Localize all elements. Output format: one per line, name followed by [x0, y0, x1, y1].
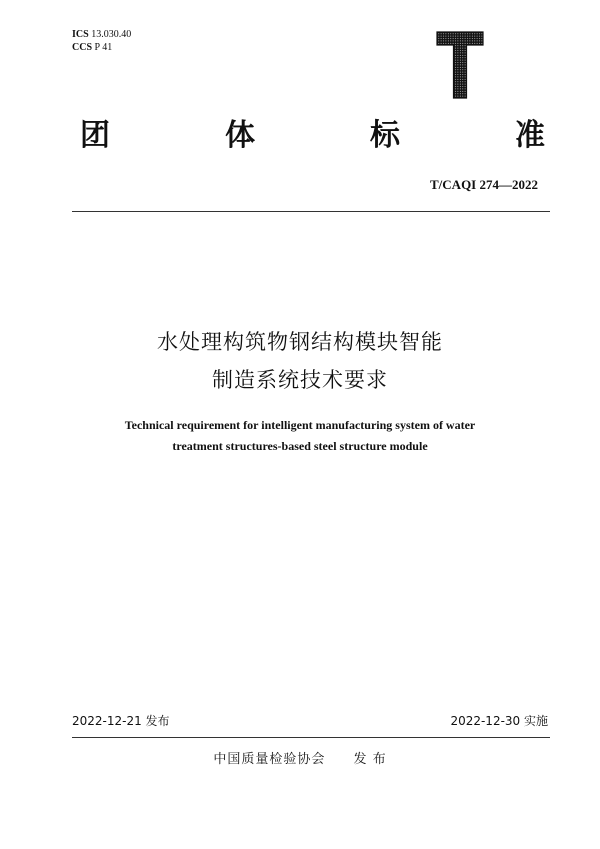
standard-number: T/CAQI 274—2022 [430, 177, 538, 192]
standard-type-char-4: 准 [515, 118, 545, 153]
publish-date: 2022-12-21 发布 [72, 714, 170, 728]
ccs-label: CCS [72, 42, 93, 53]
ics-value: 13.030.40 [91, 29, 132, 40]
ccs-code [72, 41, 131, 54]
chinese-title-line-2: 制造系统技术要求 [212, 368, 388, 392]
publisher-name: 中国质量检验协会 [213, 752, 326, 767]
english-title-line-2: treatment structures-based steel structure module [172, 439, 428, 453]
ics-code [72, 28, 131, 41]
chinese-title-line-1: 水处理构筑物钢结构模块智能 [157, 330, 443, 354]
standard-t-logo [435, 30, 485, 100]
ics-label: ICS [72, 29, 89, 40]
standard-type-char-2: 体 [225, 118, 255, 153]
effective-date: 2022-12-30 实施 [450, 714, 548, 728]
publisher-line [0, 751, 600, 769]
publisher-action: 发 布 [353, 752, 387, 767]
ccs-value: P 41 [94, 42, 113, 53]
standard-type-char-1: 团 [80, 118, 110, 153]
standard-type-title [80, 118, 550, 158]
standard-type-char-3: 标 [370, 118, 400, 153]
bottom-divider [72, 737, 550, 738]
top-divider [72, 211, 550, 212]
english-title-line-1: Technical requirement for intelligent manufacturing system of water [124, 418, 476, 432]
classification-codes [72, 28, 131, 54]
